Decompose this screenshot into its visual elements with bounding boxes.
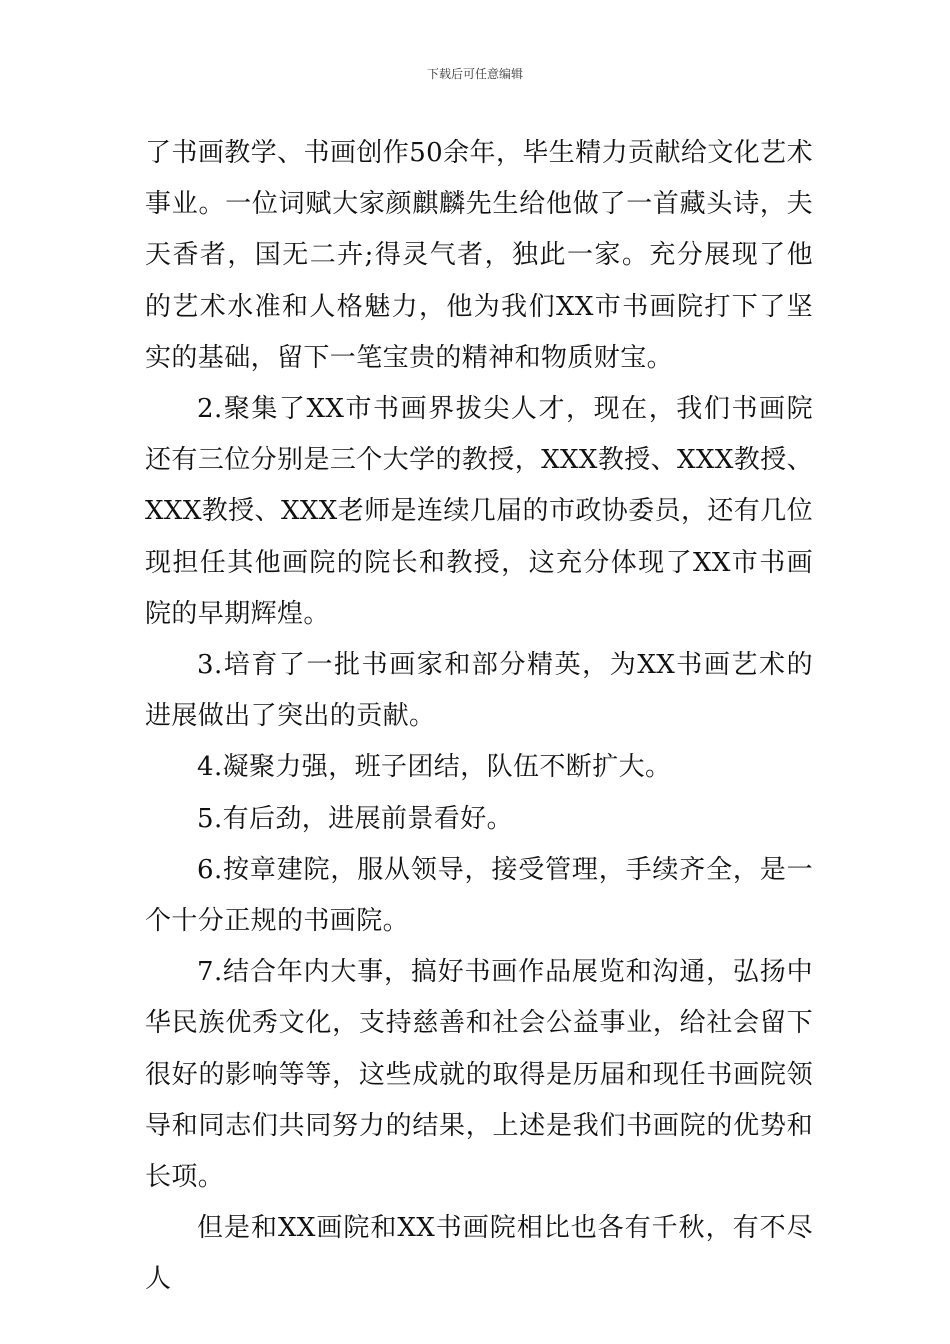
paragraph-item-7: 7.结合年内大事，搞好书画作品展览和沟通，弘扬中华民族优秀文化，支持慈善和社会公益事业，给社会留下很好的影响等等，这些成就的取得是历届和现任书画院领导和同志们共同努力的结果，上述是我们书画院的优势和长项。 (145, 957, 813, 1193)
paragraph-item-5: 5.有后劲，进展前景看好。 (197, 803, 514, 834)
paragraph-item-6: 6.按章建院，服从领导，接受管理，手续齐全，是一个十分正规的书画院。 (145, 854, 813, 937)
paragraph-item-4: 4.凝聚力强，班子团结，队伍不断扩大。 (197, 752, 672, 783)
paragraph-item-2: 2.聚集了XX市书画界拔尖人才，现在，我们书画院还有三位分别是三个大学的教授，XXX教授、XXX教授、XXX教授、XXX老师是连续几届的市政协委员，还有几位现担任其他画院的院长和教授，这充分体现了XX市书画院的早期辉煌。 (145, 394, 813, 629)
paragraph-comparison: 但是和XX画院和XX书画院相比也各有千秋，有不尽人 (145, 1213, 813, 1295)
document-body (145, 128, 813, 1306)
paragraph-item-3: 3.培育了一批书画家和部分精英，为XX书画艺术的进展做出了突出的贡献。 (145, 650, 813, 732)
page-header: 下载后可任意编辑 (426, 67, 523, 81)
paragraph-continuation: 了书画教学、书画创作50余年，毕生精力贡献给文化艺术事业。一位词赋大家颜麒麟先生给他做了一首藏头诗，夫天香者，国无二卉;得灵气者，独此一家。充分展现了他的艺术水准和人格魅力，他为我们XX市书画院打下了坚实的基础，留下一笔宝贵的精神和物质财宝。 (145, 138, 813, 373)
